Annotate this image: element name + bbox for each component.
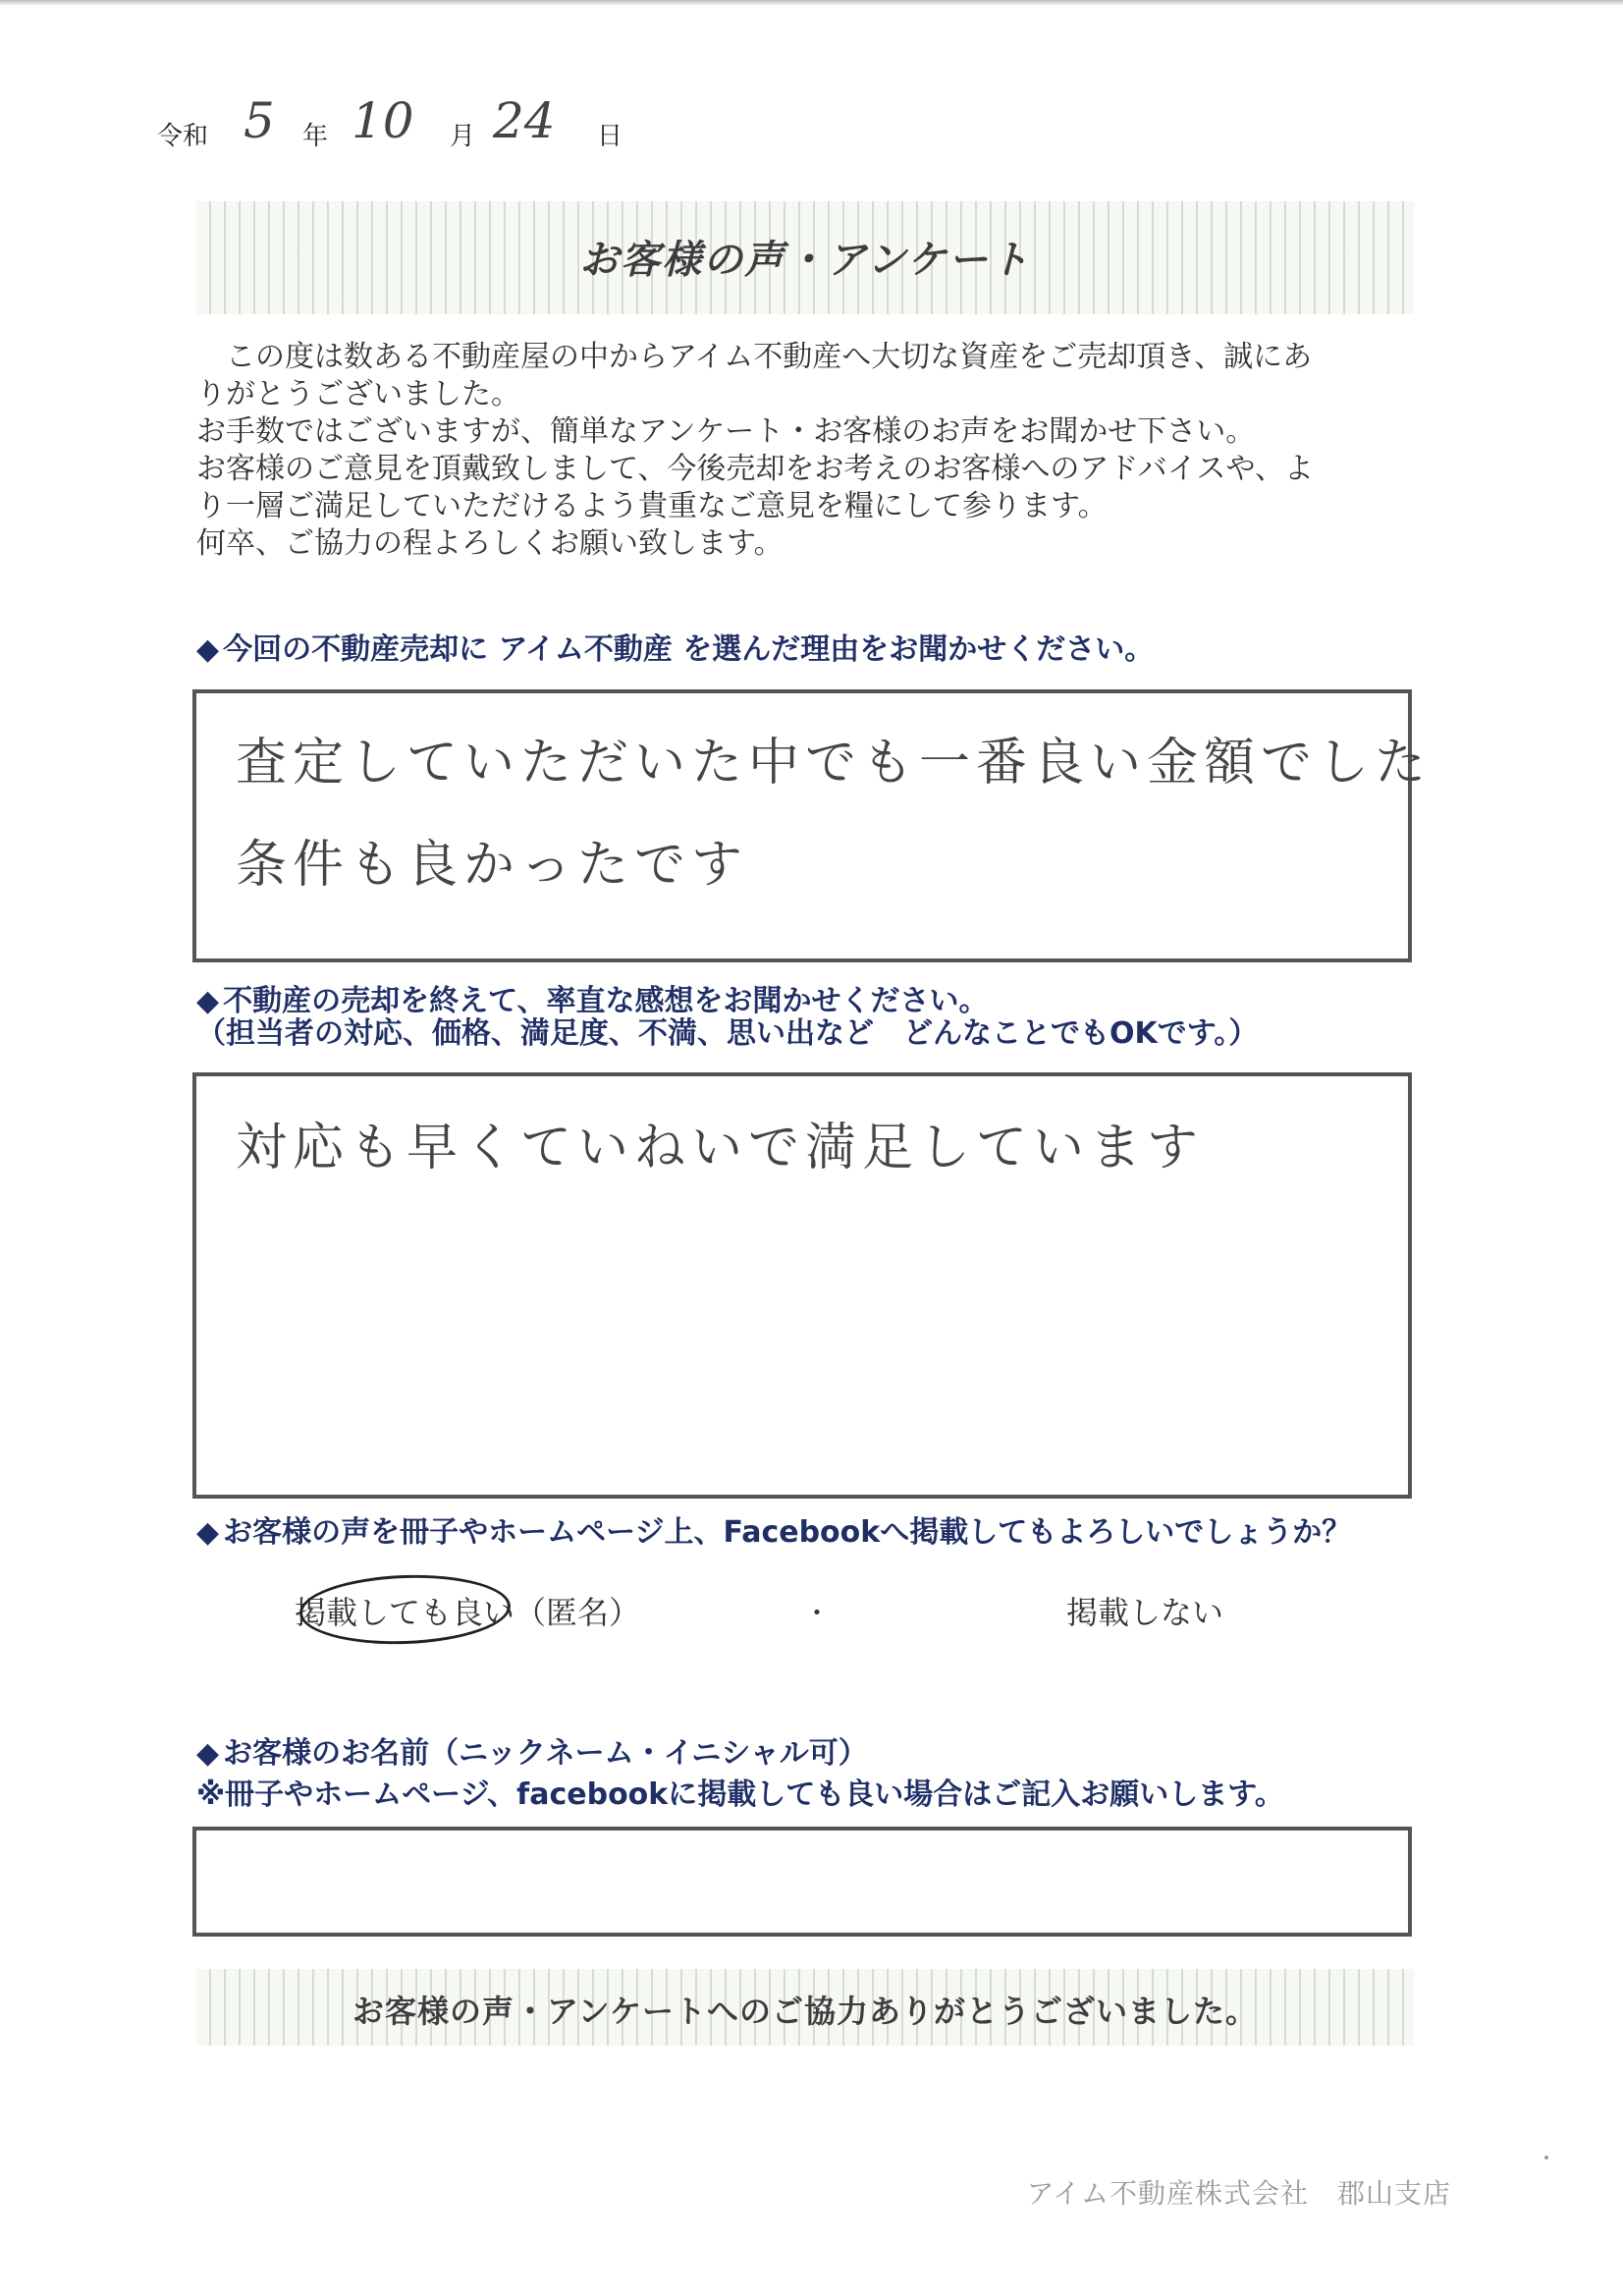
month-label: 月	[450, 122, 476, 151]
answer-box-1[interactable]	[192, 689, 1433, 962]
scan-speck	[1544, 2156, 1548, 2159]
diamond-bullet-icon: ◆	[196, 1736, 220, 1771]
question-3	[196, 1513, 1351, 1553]
question-4	[196, 1734, 868, 1774]
thank-you-message: お客様の声・アンケートへのご協力ありがとうございました。	[352, 1993, 1259, 2030]
diamond-bullet-icon: ◆	[196, 1515, 220, 1550]
diamond-bullet-icon: ◆	[196, 984, 220, 1018]
title-banner	[196, 201, 1414, 314]
question-3-text: お客様の声を冊子やホームページ上、Facebookへ掲載してもよろしいでしょうか？	[223, 1515, 1352, 1550]
year-handwritten: 5	[243, 92, 275, 149]
consent-option-yes[interactable]: 掲載しても良い（匿名）	[295, 1594, 641, 1631]
scan-edge	[0, 0, 1623, 6]
question-2-note	[196, 1014, 1258, 1054]
page-title: お客様の声・アンケート	[579, 238, 1031, 283]
day-label: 日	[597, 122, 623, 151]
day-handwritten: 24	[493, 92, 556, 149]
intro-line: お手数ではございますが、簡単なアンケート・お客様のお声をお聞かせ下さい。	[196, 414, 1256, 449]
answer-2-line-1: 対応も早くていねいで満足しています	[236, 1119, 1205, 1177]
answer-1-line-2: 条件も良かったです	[236, 836, 749, 895]
intro-line: り一層ご満足していただけるよう貴重なご意見を糧にして参ります。	[196, 489, 1108, 523]
footer-banner	[196, 1969, 1414, 2046]
intro-line: お客様のご意見を頂戴致しまして、今後売却をお考えのお客様へのアドバイスや、よ	[196, 452, 1314, 486]
question-4-note	[196, 1776, 1284, 1815]
question-1-text: 今回の不動産売却に アイム不動産 を選んだ理由をお聞かせください。	[223, 632, 1155, 667]
year-label: 年	[302, 122, 329, 151]
question-4-note-text: ※冊子やホームページ、facebookに掲載しても良い場合はご記入お願いします。	[196, 1777, 1284, 1812]
company-name: アイム不動産株式会社 郡山支店	[1026, 2177, 1451, 2210]
question-1	[196, 630, 1154, 670]
consent-separator: ・	[803, 1597, 832, 1629]
question-2-text: 不動産の売却を終えて、率直な感想をお聞かせください。	[223, 984, 989, 1018]
month-handwritten: 10	[352, 92, 414, 149]
intro-line: この度は数ある不動産屋の中からアイム不動産へ大切な資産をご売却頂き、誠にあ	[226, 340, 1313, 374]
era-label: 令和	[157, 122, 209, 151]
answer-box-2[interactable]	[192, 1072, 1412, 1499]
question-4-text: お客様のお名前（ニックネーム・イニシャル可）	[223, 1736, 868, 1771]
name-field[interactable]	[192, 1827, 1412, 1937]
diamond-bullet-icon: ◆	[196, 632, 220, 667]
intro-line: 何卒、ご協力の程よろしくお願い致します。	[196, 526, 784, 561]
intro-text	[196, 339, 1414, 563]
selected-circle-mark	[298, 1571, 512, 1647]
intro-line: りがとうございました。	[196, 377, 520, 411]
answer-1-line-1: 査定していただいた中でも一番良い金額でした	[236, 734, 1433, 793]
consent-option-no[interactable]: 掲載しない	[1066, 1594, 1224, 1631]
question-2-note-text: （担当者の対応、価格、満足度、不満、思い出など どんなことでもOKです。）	[196, 1016, 1259, 1051]
